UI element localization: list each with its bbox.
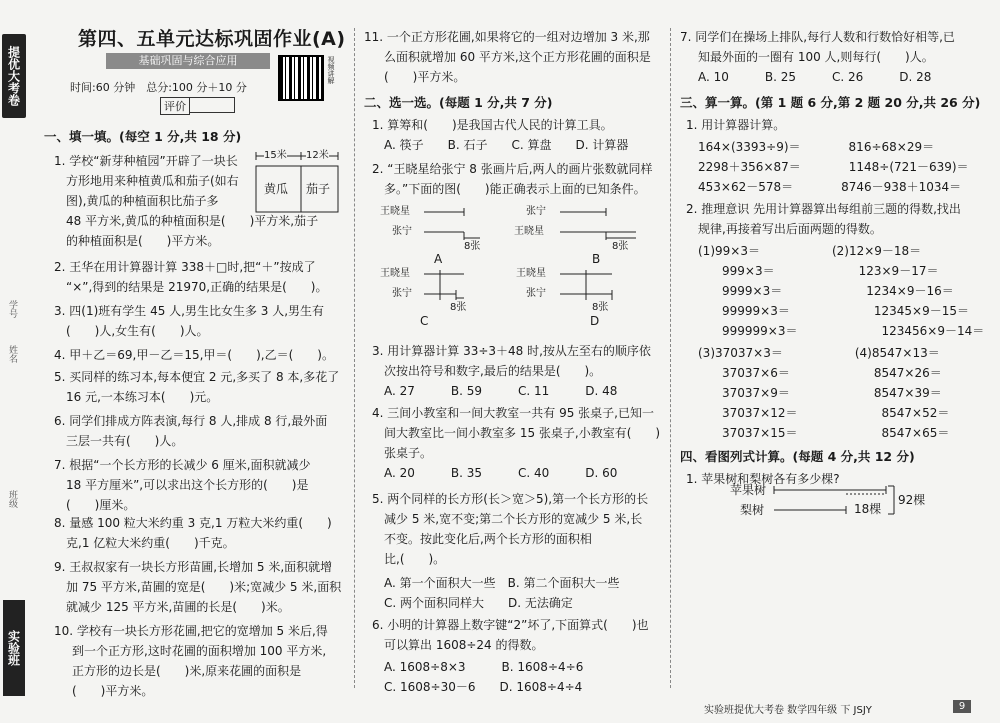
middle-line: A. 筷子 B. 石子 C. 算盘 D. 计算器: [384, 138, 629, 152]
middle-line: 4. 三间小教室和一间大教室一共有 95 张桌子,已知一: [372, 406, 654, 420]
bar-diagrams: [380, 204, 660, 330]
field-label-cucumber: 黄瓜: [264, 182, 289, 196]
right-line: (1)99×3＝ (2)12×9－18＝: [698, 244, 922, 258]
bar-d-p2: 张宁: [526, 288, 546, 299]
middle-line: 5. 两个同样的长方形(长＞宽＞5),第一个长方形的长: [372, 492, 649, 506]
right-line: 164×(3393÷9)＝ 816÷68×29＝: [698, 140, 935, 154]
middle-line: 减少 5 米,宽不变;第二个长方形的宽减少 5 米,长: [384, 512, 643, 526]
field-width-1: 15米: [264, 150, 287, 161]
middle-line: A. 第一个面积大一些 B. 第二个面积大一些: [384, 576, 620, 590]
middle-line: 可以算出 1608÷24 的得数。: [384, 638, 544, 652]
middle-line: 6. 小明的计算器上数字键“2”坏了,下面算式( )也: [372, 618, 649, 632]
right-line: 453×62－578＝ 8746－938＋1034＝: [698, 180, 962, 194]
left-line: 加 75 平方米,苗圃的宽是( )米;宽减少 5 米,面积: [66, 580, 342, 594]
middle-line: A. 20 B. 35 C. 40 D. 60: [384, 466, 618, 480]
spine-brand: 实验班: [3, 600, 25, 696]
bar-c-p1: 王晓星: [380, 268, 410, 279]
left-line: 一、填一填。(每空 1 分,共 18 分): [44, 129, 242, 144]
right-line: 规律,再接着写出后面两题的得数。: [698, 222, 882, 236]
middle-line: A. 1608÷8×3 B. 1608÷4÷6: [384, 660, 584, 674]
spine-field-name: 姓名: [7, 345, 17, 363]
tree-diff: 18棵: [854, 502, 882, 516]
left-line: 克,1 亿粒大米约重( )千克。: [66, 536, 235, 550]
right-line: 知最外面的一圈有 100 人,则每行( )人。: [698, 50, 934, 64]
left-line: 2. 王华在用计算器计算 338＋□时,把“＋”按成了: [54, 260, 316, 274]
left-line: 三层一共有( )人。: [66, 434, 184, 448]
field-diagram: [252, 150, 342, 214]
field-width-2: 12米: [306, 150, 329, 161]
bar-b-p2: 张宁: [526, 206, 546, 217]
evaluation-label: 评价: [160, 97, 190, 115]
left-line: 就减少 125 平方米,苗圃的长是( )米。: [66, 600, 290, 614]
middle-line: C. 两个面积同样大 D. 无法确定: [384, 596, 573, 610]
left-line: 1. 学校“新芽种植园”开辟了一块长: [54, 154, 238, 168]
left-line: ( )平方米。: [72, 684, 154, 698]
left-line: 48 平方米,黄瓜的种植面积是( )平方米,茄子: [66, 214, 319, 228]
spine: [0, 0, 30, 723]
left-line: 7. 根据“一个长方形的长减少 6 厘米,面积就减少: [54, 458, 311, 472]
right-line: (3)37037×3＝ (4)8547×13＝: [698, 346, 940, 360]
bar-b-p1: 王晓星: [514, 226, 544, 237]
bar-d-p1: 王晓星: [516, 268, 546, 279]
bar-c-p2: 张宁: [392, 288, 412, 299]
right-line: A. 10 B. 25 C. 26 D. 28: [698, 70, 932, 84]
left-line: 4. 甲＋乙＝69,甲－乙＝15,甲＝( ),乙＝( )。: [54, 348, 334, 362]
right-line: 9999×3＝ 1234×9－16＝: [698, 284, 954, 298]
middle-line: 二、选一选。(每题 1 分,共 7 分): [364, 95, 553, 110]
qr-code-icon: [278, 55, 324, 101]
left-line: 到一个正方形,这时花圃的面积增加 100 平方米,: [72, 644, 327, 658]
middle-line: ( )平方米。: [384, 70, 466, 84]
tree-label-pear: 梨树: [740, 503, 765, 517]
middle-line: 2. “王晓星给张宁 8 张画片后,两人的画片张数就同样: [372, 162, 653, 176]
footer-text: 实验班提优大考卷 数学四年级 下 JSJY: [704, 705, 872, 716]
field-label-eggplant: 茄子: [306, 182, 331, 196]
left-line: ( )人,女生有( )人。: [66, 324, 209, 338]
middle-line: 1. 算筹和( )是我国古代人民的计算工具。: [372, 118, 613, 132]
middle-line: 3. 用计算器计算 33÷3＋48 时,按从左至右的顺序依: [372, 344, 651, 358]
right-line: 37037×15＝ 8547×65＝: [698, 426, 950, 440]
tree-label-apple: 苹果树: [730, 483, 767, 497]
middle-line: 11. 一个正方形花圃,如果将它的一组对边增加 3 米,那: [364, 30, 650, 44]
column-divider: [354, 28, 355, 688]
spine-field-id: 学号: [7, 300, 17, 318]
bar-d-n: 8张: [592, 302, 609, 313]
page-subtitle: 基础巩固与综合应用: [106, 53, 270, 69]
right-line: 37037×9＝ 8547×39＝: [698, 386, 942, 400]
right-line: 四、看图列式计算。(每题 4 分,共 12 分): [680, 449, 915, 464]
right-line: 7. 同学们在操场上排队,每行人数和行数恰好相等,已: [680, 30, 955, 44]
left-line: 3. 四(1)班有学生 45 人,男生比女生多 3 人,男生有: [54, 304, 325, 318]
left-line: 6. 同学们排成方阵表演,每行 8 人,排成 8 行,最外面: [54, 414, 328, 428]
bar-d-label: D: [590, 314, 600, 328]
qr-caption: 视频讲解: [327, 56, 335, 84]
tree-diagram: [720, 480, 960, 520]
bar-a-label: A: [434, 252, 443, 266]
left-line: 10. 学校有一块长方形花圃,把它的宽增加 5 米后,得: [54, 624, 328, 638]
middle-line: 多。”下面的图( )能正确表示上面的已知条件。: [384, 182, 646, 196]
page-number: 9: [953, 700, 971, 713]
left-line: 图),黄瓜的种植面积比茄子多: [66, 194, 219, 208]
right-line: 三、算一算。(第 1 题 6 分,第 2 题 20 分,共 26 分): [680, 95, 981, 110]
left-line: “×”,得到的结果是 21970,正确的结果是( )。: [66, 280, 328, 294]
bar-a-p1: 王晓星: [380, 206, 410, 217]
left-line: 方形地用来种植黄瓜和茄子(如右: [66, 174, 239, 188]
right-line: 999×3＝ 123×9－17＝: [698, 264, 939, 278]
left-line: 8. 量感 100 粒大米约重 3 克,1 万粒大米约重( ): [54, 516, 332, 530]
bar-b-label: B: [592, 252, 601, 266]
column-divider: [670, 28, 671, 688]
right-line: 999999×3＝ 123456×9－14＝: [698, 324, 985, 338]
bar-c-n: 8张: [450, 302, 467, 313]
right-line: 1. 苹果树和梨树各有多少棵?: [686, 472, 840, 486]
right-line: 2. 推理意识 先用计算器算出每组前三题的得数,找出: [686, 202, 961, 216]
bar-b-n: 8张: [612, 241, 629, 252]
middle-line: A. 27 B. 59 C. 11 D. 48: [384, 384, 618, 398]
left-line: 9. 王叔叔家有一块长方形苗圃,长增加 5 米,面积就增: [54, 560, 333, 574]
right-line: 37037×12＝ 8547×52＝: [698, 406, 950, 420]
middle-line: C. 1608÷30－6 D. 1608÷4÷4: [384, 680, 583, 694]
evaluation-field[interactable]: [190, 97, 235, 113]
middle-line: 不变。按此变化后,两个长方形的面积相: [384, 532, 592, 546]
right-line: 1. 用计算器计算。: [686, 118, 786, 132]
spine-tag: 提优大考卷: [2, 34, 26, 118]
left-line: 正方形的边长是( )米,原来花圃的面积是: [72, 664, 302, 678]
middle-line: 么面积就增加 60 平方米,这个正方形花圃的面积是: [384, 50, 651, 64]
left-line: 5. 买同样的练习本,每本便宜 2 元,多买了 8 本,多花了: [54, 370, 340, 384]
middle-line: 张桌子。: [384, 446, 433, 460]
bar-a-n: 8张: [464, 241, 481, 252]
left-line: 16 元,一本练习本( )元。: [66, 390, 219, 404]
tree-total: 92棵: [898, 493, 926, 507]
middle-line: 次按出符号和数字,最后的结果是( )。: [384, 364, 602, 378]
left-line: ( )厘米。: [66, 498, 136, 512]
middle-line: 比,( )。: [384, 552, 446, 566]
bar-a-p2: 张宁: [392, 226, 412, 237]
right-line: 37037×6＝ 8547×26＝: [698, 366, 942, 380]
page-title: 第四、五单元达标巩固作业(A): [78, 28, 346, 50]
right-line: 2298＋356×87＝ 1148÷(721－639)＝: [698, 160, 969, 174]
left-line: 18 平方厘米”,可以求出这个长方形的( )是: [66, 478, 309, 492]
bar-c-label: C: [420, 314, 429, 328]
spine-field-class: 班级: [7, 490, 17, 508]
middle-line: 间大教室比一间小教室多 15 张桌子,小教室有( ): [384, 426, 661, 440]
evaluation-box: [160, 97, 235, 115]
left-line: 的种植面积是( )平方米。: [66, 234, 220, 248]
right-line: 99999×3＝ 12345×9－15＝: [698, 304, 969, 318]
time-score: 时间:60 分钟 总分:100 分＋10 分: [70, 81, 247, 94]
